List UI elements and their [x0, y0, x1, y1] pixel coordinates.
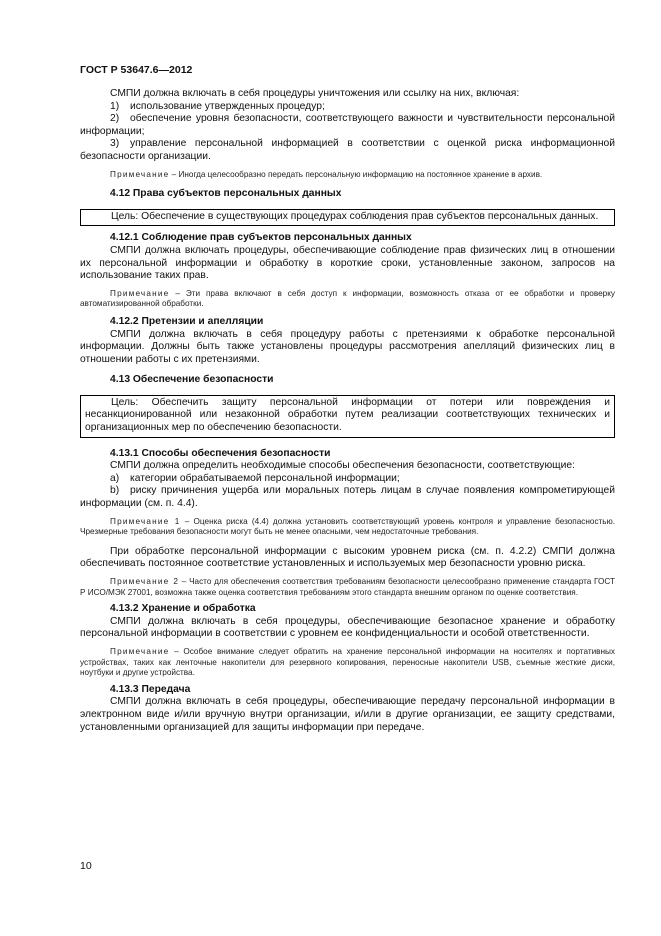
- note-text: – Часто для обеспечения соответствия требованиям безопасности целесообразно применение стандарта ГОСТ Р ИСО/МЭК 27001, возможна также оценка соответствия требованиям этого стандарта внешним органом по оценке соответствия.: [80, 577, 615, 597]
- subsection-heading: 4.12.2 Претензии и апелляции: [110, 315, 264, 327]
- list-number: 2): [110, 113, 120, 125]
- document-body: [80, 88, 615, 734]
- list-number: b): [110, 485, 120, 497]
- list-text: категории обрабатываемой персональной информации;: [130, 472, 400, 484]
- objective-text: Цель: Обеспечение в существующих процедурах соблюдения прав субъектов персональных данных.: [111, 210, 599, 222]
- subsection-heading: 4.13.1 Способы обеспечения безопасности: [110, 447, 331, 459]
- paragraph: СМПИ должна включать в себя процедуру работы с претензиями к обработке персональной информации. Должны быть также установлены процедуры рассмотрения апелляций физических лиц в отношении работы с их претензиями.: [80, 328, 615, 365]
- list-text: управление персональной информацией в соответствии с оценкой риска информационной безопасности организации.: [80, 138, 615, 162]
- note-text: – Эти права включают в себя доступ к информации, возможность отказа от ее обработки и проверку автоматизированной обработки.: [80, 288, 615, 309]
- paragraph: СМПИ должна определить необходимые способы обеспечения безопасности, соответствующие:: [110, 460, 575, 472]
- list-item: [80, 473, 615, 486]
- list-text: использование утвержденных процедур;: [130, 100, 325, 112]
- note: [80, 647, 615, 679]
- note: [80, 517, 615, 538]
- note-label: Примечание 1: [110, 516, 181, 526]
- note: [80, 170, 615, 181]
- list-number: 1): [110, 100, 120, 112]
- subsection-heading: 4.13.3 Передача: [110, 683, 191, 695]
- list-item: [80, 138, 615, 163]
- note-text: – Оценка риска (4.4) должна установить соответствующий уровень контроля и управление безопасностью. Чрезмерные требования безопасности могут быть не менее опасными, чем недостаточные требования.: [80, 516, 615, 537]
- subsection-heading: 4.13.2 Хранение и обработка: [110, 603, 256, 615]
- note: [80, 577, 615, 598]
- section-heading: 4.12 Права субъектов персональных данных: [110, 188, 342, 200]
- subsection-heading: 4.12.1 Соблюдение прав субъектов персональных данных: [110, 232, 412, 244]
- note-label: Примечание 2: [110, 577, 180, 586]
- note-label: Примечание: [110, 646, 170, 656]
- paragraph: СМПИ должна включать в себя процедуры, обеспечивающие передачу персональной информации в электронном виде и/или вручную внутри организации, и/или в другие организации, ее защиту средствами, установленными организацией для защиты информации при передаче.: [80, 696, 615, 733]
- list-text: обеспечение уровня безопасности, соответствующего важности и чувствительности персональной информации;: [80, 113, 615, 137]
- list-item: [80, 101, 615, 114]
- document-header: ГОСТ Р 53647.6—2012: [80, 64, 193, 76]
- section-heading: 4.13 Обеспечение безопасности: [110, 374, 274, 386]
- list-number: а): [110, 472, 120, 484]
- note: [80, 289, 615, 310]
- list-number: 3): [110, 138, 120, 150]
- note-text: – Иногда целесообразно передать персональную информацию на постоянное хранение в архив.: [169, 169, 543, 179]
- page-number: 10: [80, 860, 92, 872]
- paragraph: При обработке персональной информации с высоким уровнем риска (см. п. 4.2.2) СМПИ должна обеспечивать постоянное соответствие установленных и используемых мер безопасности уровню риска.: [80, 545, 615, 570]
- objective-box: [80, 209, 615, 227]
- objective-box: [80, 395, 615, 438]
- list-item: [80, 485, 615, 510]
- paragraph: СМПИ должна включать процедуры, обеспечивающие соблюдение прав физических лиц в отношении их персональной информации и обработку в короткие сроки, установленные законом, запросов на использование таких прав.: [80, 244, 615, 282]
- paragraph: СМПИ должна включать в себя процедуры, обеспечивающие безопасное хранение и обработку персональной информации в соответствии с уровнем ее конфиденциальности и особой ответственности.: [80, 615, 615, 640]
- note-text: – Особое внимание следует обратить на хранение персональной информации на носителях и портативных устройствах, таких как ленточные накопители для резервного копирования, переносные накопители USB, съемные жесткие диски, ноутбуки и другие устройства.: [80, 646, 615, 678]
- note-label: Примечание: [110, 288, 170, 298]
- objective-text: Цель: Обеспечить защиту персональной информации от потери или повреждения и несанкционированной или незаконной обработки путем реализации соответствующих технических и организационных мер по обеспечению безопасности.: [85, 396, 610, 434]
- note-label: Примечание: [110, 169, 170, 179]
- intro-paragraph: СМПИ должна включать в себя процедуры уничтожения или ссылку на них, включая:: [110, 88, 520, 99]
- list-text: риску причинения ущерба или моральных потерь лицам в случае появления компрометирующей информации (см. п. 4.4).: [80, 485, 615, 510]
- list-item: [80, 113, 615, 138]
